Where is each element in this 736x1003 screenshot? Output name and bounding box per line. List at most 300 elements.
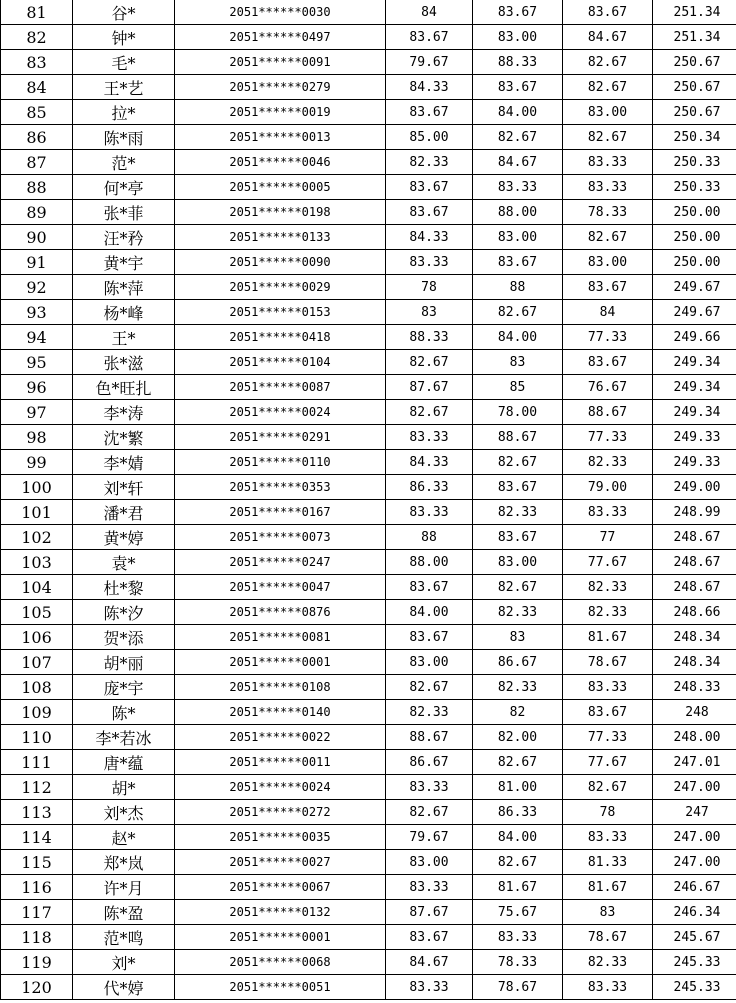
- name-cell: 胡*: [73, 775, 175, 800]
- rank-cell: 113: [1, 800, 73, 825]
- total-score-cell: 248.67: [653, 525, 736, 550]
- rank-cell: 110: [1, 725, 73, 750]
- candidate-id-cell: 2051******0068: [175, 950, 386, 975]
- score-2-cell: 83.67: [473, 75, 563, 100]
- candidate-id-cell: 2051******0001: [175, 650, 386, 675]
- rank-cell: 94: [1, 325, 73, 350]
- candidate-id-cell: 2051******0110: [175, 450, 386, 475]
- candidate-id-cell: 2051******0013: [175, 125, 386, 150]
- score-1-cell: 83.67: [386, 100, 473, 125]
- score-2-cell: 78.33: [473, 950, 563, 975]
- rank-cell: 115: [1, 850, 73, 875]
- score-3-cell: 77.67: [563, 550, 653, 575]
- candidate-id-cell: 2051******0418: [175, 325, 386, 350]
- total-score-cell: 248.34: [653, 650, 736, 675]
- name-cell: 沈*繁: [73, 425, 175, 450]
- score-2-cell: 88: [473, 275, 563, 300]
- score-2-cell: 83.00: [473, 550, 563, 575]
- name-cell: 王*艺: [73, 75, 175, 100]
- table-row: [1, 475, 736, 500]
- score-2-cell: 82.33: [473, 600, 563, 625]
- total-score-cell: 249.33: [653, 425, 736, 450]
- rank-cell: 105: [1, 600, 73, 625]
- total-score-cell: 250.00: [653, 200, 736, 225]
- table-row: [1, 875, 736, 900]
- rank-cell: 84: [1, 75, 73, 100]
- total-score-cell: 250.00: [653, 225, 736, 250]
- rank-cell: 93: [1, 300, 73, 325]
- table-row: [1, 825, 736, 850]
- candidate-id-cell: 2051******0019: [175, 100, 386, 125]
- score-1-cell: 82.67: [386, 350, 473, 375]
- name-cell: 赵*: [73, 825, 175, 850]
- score-3-cell: 82.33: [563, 950, 653, 975]
- score-1-cell: 82.33: [386, 150, 473, 175]
- candidate-id-cell: 2051******0011: [175, 750, 386, 775]
- score-2-cell: 88.33: [473, 50, 563, 75]
- table-row: [1, 550, 736, 575]
- total-score-cell: 247.00: [653, 775, 736, 800]
- candidate-id-cell: 2051******0051: [175, 975, 386, 1000]
- total-score-cell: 249.67: [653, 275, 736, 300]
- candidate-id-cell: 2051******0876: [175, 600, 386, 625]
- name-cell: 李*若冰: [73, 725, 175, 750]
- table-row: [1, 900, 736, 925]
- score-2-cell: 83.00: [473, 25, 563, 50]
- name-cell: 谷*: [73, 0, 175, 25]
- score-3-cell: 82.67: [563, 75, 653, 100]
- score-1-cell: 79.67: [386, 825, 473, 850]
- score-1-cell: 84.67: [386, 950, 473, 975]
- score-3-cell: 76.67: [563, 375, 653, 400]
- score-3-cell: 83.33: [563, 175, 653, 200]
- candidate-id-cell: 2051******0030: [175, 0, 386, 25]
- name-cell: 拉*: [73, 100, 175, 125]
- total-score-cell: 245.33: [653, 950, 736, 975]
- score-1-cell: 84.00: [386, 600, 473, 625]
- score-2-cell: 83.00: [473, 225, 563, 250]
- name-cell: 刘*轩: [73, 475, 175, 500]
- score-2-cell: 82.33: [473, 675, 563, 700]
- total-score-cell: 249.67: [653, 300, 736, 325]
- candidate-id-cell: 2051******0167: [175, 500, 386, 525]
- score-3-cell: 78: [563, 800, 653, 825]
- score-1-cell: 87.67: [386, 375, 473, 400]
- rank-cell: 90: [1, 225, 73, 250]
- score-3-cell: 83.00: [563, 250, 653, 275]
- name-cell: 李*涛: [73, 400, 175, 425]
- score-1-cell: 83.33: [386, 425, 473, 450]
- score-3-cell: 78.67: [563, 925, 653, 950]
- candidate-id-cell: 2051******0087: [175, 375, 386, 400]
- total-score-cell: 248.67: [653, 575, 736, 600]
- score-1-cell: 82.67: [386, 400, 473, 425]
- score-1-cell: 83.00: [386, 650, 473, 675]
- score-1-cell: 88.33: [386, 325, 473, 350]
- name-cell: 陈*雨: [73, 125, 175, 150]
- table-row: [1, 500, 736, 525]
- table-row: [1, 200, 736, 225]
- table-row: [1, 50, 736, 75]
- total-score-cell: 249.34: [653, 375, 736, 400]
- candidate-id-cell: 2051******0198: [175, 200, 386, 225]
- score-2-cell: 84.00: [473, 325, 563, 350]
- score-3-cell: 84: [563, 300, 653, 325]
- rank-cell: 102: [1, 525, 73, 550]
- name-cell: 袁*: [73, 550, 175, 575]
- score-2-cell: 82.67: [473, 750, 563, 775]
- score-1-cell: 87.67: [386, 900, 473, 925]
- rank-cell: 114: [1, 825, 73, 850]
- total-score-cell: 247.01: [653, 750, 736, 775]
- name-cell: 范*: [73, 150, 175, 175]
- name-cell: 范*鸣: [73, 925, 175, 950]
- score-2-cell: 83: [473, 350, 563, 375]
- score-1-cell: 83.33: [386, 775, 473, 800]
- total-score-cell: 250.67: [653, 75, 736, 100]
- score-3-cell: 83.67: [563, 350, 653, 375]
- score-2-cell: 81.67: [473, 875, 563, 900]
- score-1-cell: 86.33: [386, 475, 473, 500]
- name-cell: 郑*岚: [73, 850, 175, 875]
- name-cell: 庞*宇: [73, 675, 175, 700]
- table-row: [1, 950, 736, 975]
- table-row: [1, 300, 736, 325]
- table-row: [1, 150, 736, 175]
- score-1-cell: 83.33: [386, 500, 473, 525]
- table-row: [1, 625, 736, 650]
- name-cell: 杨*峰: [73, 300, 175, 325]
- rank-cell: 81: [1, 0, 73, 25]
- score-1-cell: 82.67: [386, 675, 473, 700]
- rank-cell: 104: [1, 575, 73, 600]
- candidate-id-cell: 2051******0001: [175, 925, 386, 950]
- rank-cell: 82: [1, 25, 73, 50]
- name-cell: 陈*盈: [73, 900, 175, 925]
- score-3-cell: 84.67: [563, 25, 653, 50]
- candidate-id-cell: 2051******0247: [175, 550, 386, 575]
- total-score-cell: 245.67: [653, 925, 736, 950]
- candidate-id-cell: 2051******0108: [175, 675, 386, 700]
- name-cell: 陈*汐: [73, 600, 175, 625]
- table-row: [1, 750, 736, 775]
- score-2-cell: 86.33: [473, 800, 563, 825]
- score-1-cell: 84.33: [386, 450, 473, 475]
- table-row: [1, 725, 736, 750]
- name-cell: 胡*丽: [73, 650, 175, 675]
- candidate-id-cell: 2051******0153: [175, 300, 386, 325]
- rank-cell: 86: [1, 125, 73, 150]
- score-3-cell: 82.67: [563, 125, 653, 150]
- score-2-cell: 85: [473, 375, 563, 400]
- table-row: [1, 850, 736, 875]
- rank-cell: 87: [1, 150, 73, 175]
- score-3-cell: 81.67: [563, 875, 653, 900]
- score-2-cell: 83.67: [473, 525, 563, 550]
- score-2-cell: 84.00: [473, 825, 563, 850]
- candidate-id-cell: 2051******0104: [175, 350, 386, 375]
- name-cell: 刘*杰: [73, 800, 175, 825]
- candidate-id-cell: 2051******0029: [175, 275, 386, 300]
- total-score-cell: 249.34: [653, 350, 736, 375]
- rank-cell: 88: [1, 175, 73, 200]
- table-row: [1, 175, 736, 200]
- rank-cell: 99: [1, 450, 73, 475]
- table-row: [1, 925, 736, 950]
- total-score-cell: 248.33: [653, 675, 736, 700]
- candidate-id-cell: 2051******0291: [175, 425, 386, 450]
- score-2-cell: 82: [473, 700, 563, 725]
- name-cell: 张*菲: [73, 200, 175, 225]
- candidate-id-cell: 2051******0024: [175, 775, 386, 800]
- score-1-cell: 79.67: [386, 50, 473, 75]
- score-1-cell: 83.67: [386, 175, 473, 200]
- rank-cell: 83: [1, 50, 73, 75]
- name-cell: 王*: [73, 325, 175, 350]
- score-3-cell: 82.67: [563, 50, 653, 75]
- score-3-cell: 81.67: [563, 625, 653, 650]
- name-cell: 李*婧: [73, 450, 175, 475]
- total-score-cell: 247.00: [653, 850, 736, 875]
- score-2-cell: 82.33: [473, 500, 563, 525]
- total-score-cell: 250.33: [653, 150, 736, 175]
- candidate-id-cell: 2051******0132: [175, 900, 386, 925]
- rank-cell: 111: [1, 750, 73, 775]
- table-row: [1, 600, 736, 625]
- total-score-cell: 249.66: [653, 325, 736, 350]
- score-3-cell: 77.33: [563, 425, 653, 450]
- score-2-cell: 83: [473, 625, 563, 650]
- score-3-cell: 77.33: [563, 725, 653, 750]
- rank-cell: 91: [1, 250, 73, 275]
- table-row: [1, 775, 736, 800]
- score-1-cell: 83.67: [386, 925, 473, 950]
- score-3-cell: 83.33: [563, 825, 653, 850]
- table-row: [1, 75, 736, 100]
- candidate-id-cell: 2051******0272: [175, 800, 386, 825]
- rank-cell: 92: [1, 275, 73, 300]
- score-2-cell: 82.67: [473, 575, 563, 600]
- score-2-cell: 78.00: [473, 400, 563, 425]
- name-cell: 刘*: [73, 950, 175, 975]
- table-row: [1, 450, 736, 475]
- score-3-cell: 83.33: [563, 975, 653, 1000]
- score-1-cell: 78: [386, 275, 473, 300]
- score-2-cell: 84.67: [473, 150, 563, 175]
- name-cell: 杜*黎: [73, 575, 175, 600]
- name-cell: 代*婷: [73, 975, 175, 1000]
- total-score-cell: 250.67: [653, 100, 736, 125]
- score-2-cell: 86.67: [473, 650, 563, 675]
- candidate-id-cell: 2051******0022: [175, 725, 386, 750]
- rank-cell: 119: [1, 950, 73, 975]
- rank-cell: 112: [1, 775, 73, 800]
- total-score-cell: 250.33: [653, 175, 736, 200]
- score-2-cell: 83.67: [473, 250, 563, 275]
- score-1-cell: 84.33: [386, 225, 473, 250]
- score-2-cell: 83.33: [473, 175, 563, 200]
- total-score-cell: 248.99: [653, 500, 736, 525]
- rank-cell: 106: [1, 625, 73, 650]
- score-1-cell: 83.00: [386, 850, 473, 875]
- total-score-cell: 249.34: [653, 400, 736, 425]
- score-3-cell: 77: [563, 525, 653, 550]
- score-3-cell: 77.67: [563, 750, 653, 775]
- score-2-cell: 88.67: [473, 425, 563, 450]
- total-score-cell: 246.67: [653, 875, 736, 900]
- rank-cell: 85: [1, 100, 73, 125]
- score-3-cell: 77.33: [563, 325, 653, 350]
- score-3-cell: 82.67: [563, 225, 653, 250]
- table-row: [1, 350, 736, 375]
- score-1-cell: 82.33: [386, 700, 473, 725]
- table-row: [1, 0, 736, 25]
- total-score-cell: 246.34: [653, 900, 736, 925]
- candidate-id-cell: 2051******0091: [175, 50, 386, 75]
- score-1-cell: 83: [386, 300, 473, 325]
- candidate-id-cell: 2051******0133: [175, 225, 386, 250]
- score-2-cell: 75.67: [473, 900, 563, 925]
- score-2-cell: 83.67: [473, 0, 563, 25]
- score-1-cell: 83.33: [386, 975, 473, 1000]
- rank-cell: 116: [1, 875, 73, 900]
- rank-cell: 117: [1, 900, 73, 925]
- score-3-cell: 88.67: [563, 400, 653, 425]
- candidate-id-cell: 2051******0497: [175, 25, 386, 50]
- table-row: [1, 25, 736, 50]
- rank-cell: 97: [1, 400, 73, 425]
- score-1-cell: 86.67: [386, 750, 473, 775]
- rank-cell: 95: [1, 350, 73, 375]
- table-row: [1, 575, 736, 600]
- score-3-cell: 83.67: [563, 275, 653, 300]
- rank-cell: 108: [1, 675, 73, 700]
- total-score-cell: 248: [653, 700, 736, 725]
- candidate-id-cell: 2051******0024: [175, 400, 386, 425]
- rank-cell: 89: [1, 200, 73, 225]
- total-score-cell: 250.34: [653, 125, 736, 150]
- rank-cell: 118: [1, 925, 73, 950]
- table-row: [1, 425, 736, 450]
- score-3-cell: 83.33: [563, 675, 653, 700]
- candidate-id-cell: 2051******0279: [175, 75, 386, 100]
- rank-cell: 98: [1, 425, 73, 450]
- score-3-cell: 83.00: [563, 100, 653, 125]
- name-cell: 贺*添: [73, 625, 175, 650]
- score-2-cell: 82.00: [473, 725, 563, 750]
- name-cell: 陈*: [73, 700, 175, 725]
- total-score-cell: 248.00: [653, 725, 736, 750]
- score-2-cell: 82.67: [473, 300, 563, 325]
- name-cell: 色*旺扎: [73, 375, 175, 400]
- total-score-cell: 247: [653, 800, 736, 825]
- score-2-cell: 88.00: [473, 200, 563, 225]
- score-1-cell: 82.67: [386, 800, 473, 825]
- score-3-cell: 83.67: [563, 700, 653, 725]
- candidate-id-cell: 2051******0081: [175, 625, 386, 650]
- table-row: [1, 650, 736, 675]
- name-cell: 黄*婷: [73, 525, 175, 550]
- candidate-id-cell: 2051******0027: [175, 850, 386, 875]
- rank-cell: 101: [1, 500, 73, 525]
- score-1-cell: 83.67: [386, 200, 473, 225]
- total-score-cell: 245.33: [653, 975, 736, 1000]
- score-3-cell: 79.00: [563, 475, 653, 500]
- score-1-cell: 88.67: [386, 725, 473, 750]
- score-1-cell: 84.33: [386, 75, 473, 100]
- score-3-cell: 83.33: [563, 500, 653, 525]
- rank-cell: 96: [1, 375, 73, 400]
- name-cell: 陈*萍: [73, 275, 175, 300]
- score-3-cell: 83: [563, 900, 653, 925]
- table-row: [1, 375, 736, 400]
- score-2-cell: 78.67: [473, 975, 563, 1000]
- candidate-id-cell: 2051******0090: [175, 250, 386, 275]
- candidate-id-cell: 2051******0047: [175, 575, 386, 600]
- name-cell: 黄*宇: [73, 250, 175, 275]
- total-score-cell: 247.00: [653, 825, 736, 850]
- rank-cell: 109: [1, 700, 73, 725]
- score-1-cell: 83.67: [386, 575, 473, 600]
- rank-cell: 103: [1, 550, 73, 575]
- score-3-cell: 78.67: [563, 650, 653, 675]
- table-row: [1, 525, 736, 550]
- score-table-body: [1, 0, 736, 1000]
- total-score-cell: 251.34: [653, 0, 736, 25]
- score-3-cell: 82.33: [563, 450, 653, 475]
- score-3-cell: 78.33: [563, 200, 653, 225]
- name-cell: 毛*: [73, 50, 175, 75]
- candidate-id-cell: 2051******0353: [175, 475, 386, 500]
- total-score-cell: 251.34: [653, 25, 736, 50]
- total-score-cell: 248.66: [653, 600, 736, 625]
- candidate-id-cell: 2051******0067: [175, 875, 386, 900]
- name-cell: 张*滋: [73, 350, 175, 375]
- rank-cell: 120: [1, 975, 73, 1000]
- total-score-cell: 250.67: [653, 50, 736, 75]
- score-1-cell: 85.00: [386, 125, 473, 150]
- score-3-cell: 83.67: [563, 0, 653, 25]
- candidate-id-cell: 2051******0046: [175, 150, 386, 175]
- table-row: [1, 800, 736, 825]
- score-2-cell: 84.00: [473, 100, 563, 125]
- name-cell: 何*亭: [73, 175, 175, 200]
- score-3-cell: 82.33: [563, 575, 653, 600]
- score-3-cell: 82.33: [563, 600, 653, 625]
- score-1-cell: 83.67: [386, 625, 473, 650]
- table-row: [1, 250, 736, 275]
- table-row: [1, 700, 736, 725]
- total-score-cell: 249.33: [653, 450, 736, 475]
- name-cell: 潘*君: [73, 500, 175, 525]
- score-1-cell: 88.00: [386, 550, 473, 575]
- score-2-cell: 82.67: [473, 850, 563, 875]
- score-1-cell: 84: [386, 0, 473, 25]
- table-row: [1, 975, 736, 1000]
- total-score-cell: 250.00: [653, 250, 736, 275]
- name-cell: 唐*蕴: [73, 750, 175, 775]
- score-1-cell: 83.33: [386, 875, 473, 900]
- name-cell: 钟*: [73, 25, 175, 50]
- rank-cell: 107: [1, 650, 73, 675]
- candidate-id-cell: 2051******0035: [175, 825, 386, 850]
- candidate-id-cell: 2051******0073: [175, 525, 386, 550]
- score-3-cell: 83.33: [563, 150, 653, 175]
- table-row: [1, 225, 736, 250]
- table-row: [1, 125, 736, 150]
- score-1-cell: 83.33: [386, 250, 473, 275]
- score-2-cell: 82.67: [473, 450, 563, 475]
